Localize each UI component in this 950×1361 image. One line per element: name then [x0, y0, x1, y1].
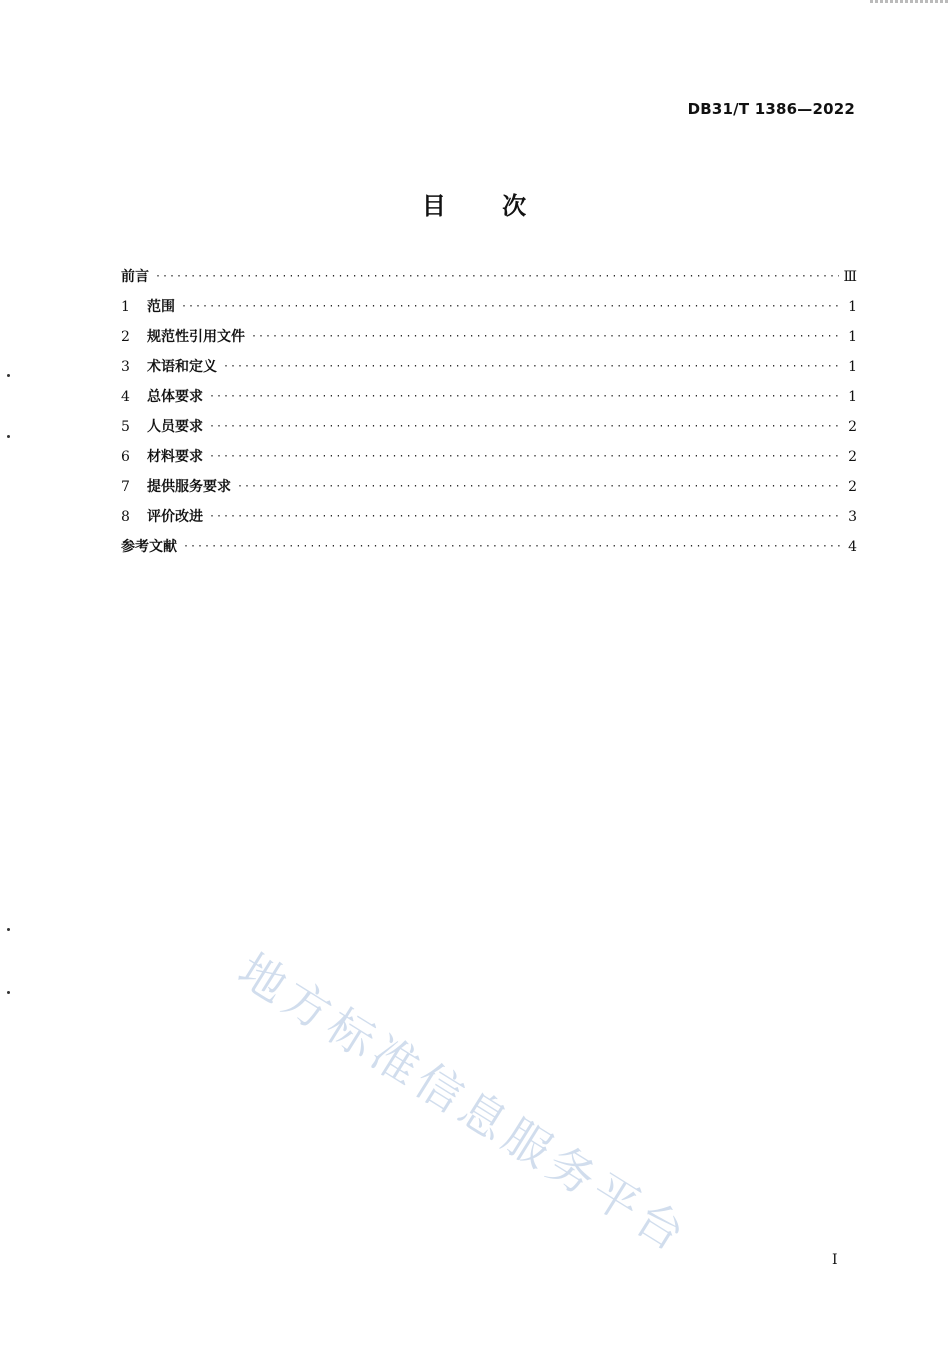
toc-leader-dots [209, 511, 841, 522]
toc-entry-label: 评价改进 [147, 509, 203, 525]
toc-leader-dots [237, 481, 841, 492]
toc-entry-page: 2 [848, 449, 857, 465]
toc-entry-3[interactable] [121, 356, 857, 386]
toc-entry-6[interactable] [121, 446, 857, 476]
toc-leader-dots [183, 541, 841, 552]
toc-entry-label: 总体要求 [147, 389, 203, 405]
toc-entry-references[interactable] [121, 536, 857, 566]
toc-entry-5[interactable] [121, 416, 857, 446]
toc-entry-page: 1 [848, 329, 857, 345]
watermark-text: 地方标准信息服务平台 [229, 942, 699, 1264]
corner-scan-mark [870, 0, 950, 3]
toc-leader-dots [181, 301, 841, 312]
toc-leader-dots [155, 271, 839, 282]
toc-entry-page: 2 [848, 419, 857, 435]
toc-entry-number: 8 [121, 509, 130, 525]
toc-entry-number: 4 [121, 389, 130, 405]
toc-entry-7[interactable] [121, 476, 857, 506]
toc-entry-page: 3 [848, 509, 857, 525]
toc-entry-page: Ⅲ [843, 269, 857, 285]
toc-leader-dots [209, 451, 841, 462]
margin-scan-dot [7, 374, 10, 377]
toc-entry-number: 6 [121, 449, 130, 465]
toc-entry-foreword[interactable] [121, 266, 857, 296]
margin-scan-dot [7, 928, 10, 931]
toc-leader-dots [223, 361, 841, 372]
toc-entry-8[interactable] [121, 506, 857, 536]
toc-entry-number: 5 [121, 419, 130, 435]
margin-scan-dot [7, 991, 10, 994]
toc-entry-label: 前言 [121, 269, 149, 285]
page-number: I [832, 1252, 838, 1268]
toc-entry-number: 3 [121, 359, 130, 375]
toc-entry-label: 范围 [147, 299, 175, 315]
toc-entry-label: 提供服务要求 [147, 479, 231, 495]
toc-entry-2[interactable] [121, 326, 857, 356]
toc-entry-page: 1 [848, 359, 857, 375]
toc-entry-page: 1 [848, 299, 857, 315]
toc-entry-number: 2 [121, 329, 130, 345]
toc-entry-page: 4 [848, 539, 857, 555]
toc-leader-dots [209, 421, 841, 432]
toc-entry-page: 2 [848, 479, 857, 495]
toc-entry-number: 7 [121, 479, 130, 495]
margin-scan-dot [7, 435, 10, 438]
table-of-contents [121, 266, 857, 566]
toc-entry-page: 1 [848, 389, 857, 405]
toc-entry-4[interactable] [121, 386, 857, 416]
toc-entry-label: 规范性引用文件 [147, 329, 245, 345]
toc-entry-1[interactable] [121, 296, 857, 326]
toc-entry-label: 参考文献 [121, 539, 177, 555]
toc-entry-number: 1 [121, 299, 130, 315]
toc-entry-label: 材料要求 [147, 449, 203, 465]
toc-entry-label: 术语和定义 [147, 359, 217, 375]
toc-leader-dots [251, 331, 841, 342]
page-title: 目 次 [421, 192, 529, 220]
toc-entry-label: 人员要求 [147, 419, 203, 435]
toc-leader-dots [209, 391, 841, 402]
document-code: DB31/T 1386—2022 [687, 100, 855, 118]
